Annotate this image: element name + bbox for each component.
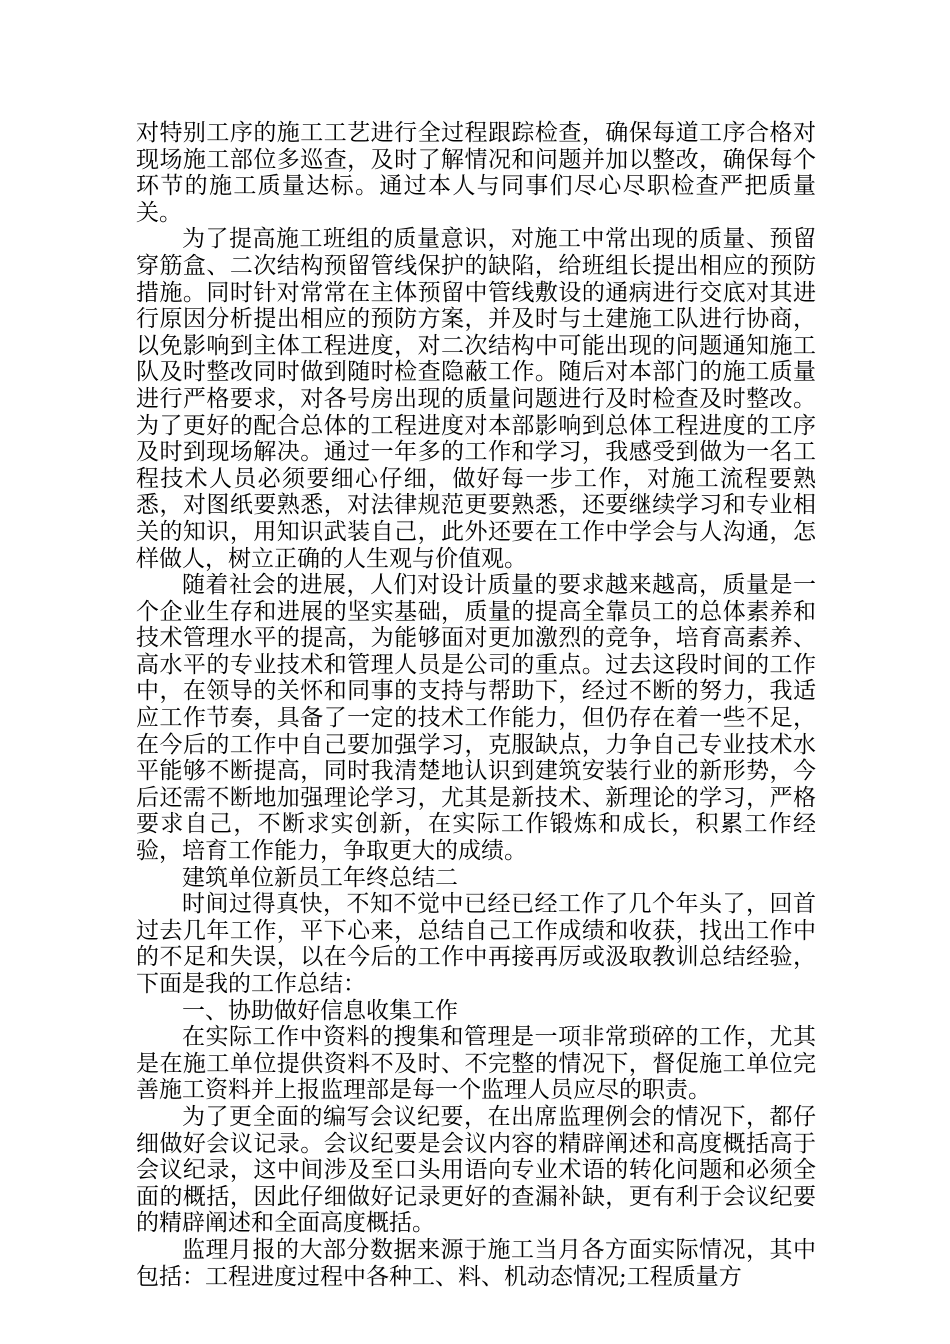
section-heading-information-collection: 一、协助做好信息收集工作 — [182, 997, 458, 1024]
paragraph-quality-inspection: 对特别工序的施工工艺进行全过程跟踪检查，确保每道工序合格对现场施工部位多巡查，及时了解情况和问题并加以整改，确保每个环节的施工质量达标。通过本人与同事们尽心尽职检查严把质量关。 — [136, 120, 816, 226]
paragraph-team-quality-awareness: 为了提高施工班组的质量意识，对施工中常出现的质量、预留穿筋盒、二次结构预留管线保护的缺陷，给班组长提出相应的预防措施。同时针对常常在主体预留中管线敷设的通病进行交底对其进行原因分析提出相应的预防方案，并及时与土建施工队进行协商，以免影响到主体工程进度，对二次结构中可能出现的问题通知施工队及时整改同时做到随时检查隐蔽工作。随后对本部门的施工质量进行严格要求，对各号房出现的质量问题进行及时检查及时整改。为了更好的配合总体的工程进度对本部影响到总体工程进度的工序及时到现场解决。通过一年多的工作和学习，我感受到做为一名工程技术人员必须要细心仔细，做好每一步工作，对施工流程要熟悉，对图纸要熟悉，对法律规范更要熟悉，还要继续学习和专业相关的知识，用知识武装自己，此外还要在工作中学会与人沟通，怎样做人，树立正确的人生观与价值观。 — [136, 226, 816, 572]
section-title-summary-two: 建筑单位新员工年终总结二 — [182, 864, 458, 891]
paragraph-monthly-report: 监理月报的大部分数据来源于施工当月各方面实际情况，其中包括：工程进度过程中各种工、料、机动态情况;工程质量方 — [136, 1236, 816, 1290]
paragraph-meeting-minutes: 为了更全面的编写会议纪要，在出席监理例会的情况下，都仔细做好会议记录。会议纪要是会议内容的精辟阐述和高度概括高于会议纪录，这中间涉及至口头用语向专业术语的转化问题和必须全面的概括，因此仔细做好记录更好的查漏补缺，更有利于会议纪要的精辟阐述和全面高度概括。 — [136, 1103, 816, 1237]
paragraph-data-collection: 在实际工作中资料的搜集和管理是一项非常琐碎的工作，尤其是在施工单位提供资料不及时、不完整的情况下，督促施工单位完善施工资料并上报监理部是每一个监理人员应尽的职责。 — [136, 1024, 816, 1104]
paragraph-time-flies: 时间过得真快，不知不觉中已经已经工作了几个年头了，回首过去几年工作，平下心来，总结自己工作成绩和收获，找出工作中的不足和失误，以在今后的工作中再接再厉或汲取教训总结经验，下面是我的工作总结： — [136, 891, 816, 997]
document-body — [136, 120, 816, 1290]
paragraph-social-development: 随着社会的进展，人们对设计质量的要求越来越高，质量是一个企业生存和进展的坚实基础，质量的提高全靠员工的总体素养和技术管理水平的提高，为能够面对更加激烈的竞争，培育高素养、高水平的专业技术和管理人员是公司的重点。过去这段时间的工作中，在领导的关怀和同事的支持与帮助下，经过不断的努力，我适应工作节奏，具备了一定的技术工作能力，但仍存在着一些不足，在今后的工作中自己要加强学习，克服缺点，力争自己专业技术水平能够不断提高，同时我清楚地认识到建筑安装行业的新形势，今后还需不断地加强理论学习，尤其是新技术、新理论的学习，严格要求自己，不断求实创新，在实际工作锻炼和成长，积累工作经验，培育工作能力，争取更大的成绩。 — [136, 572, 816, 865]
